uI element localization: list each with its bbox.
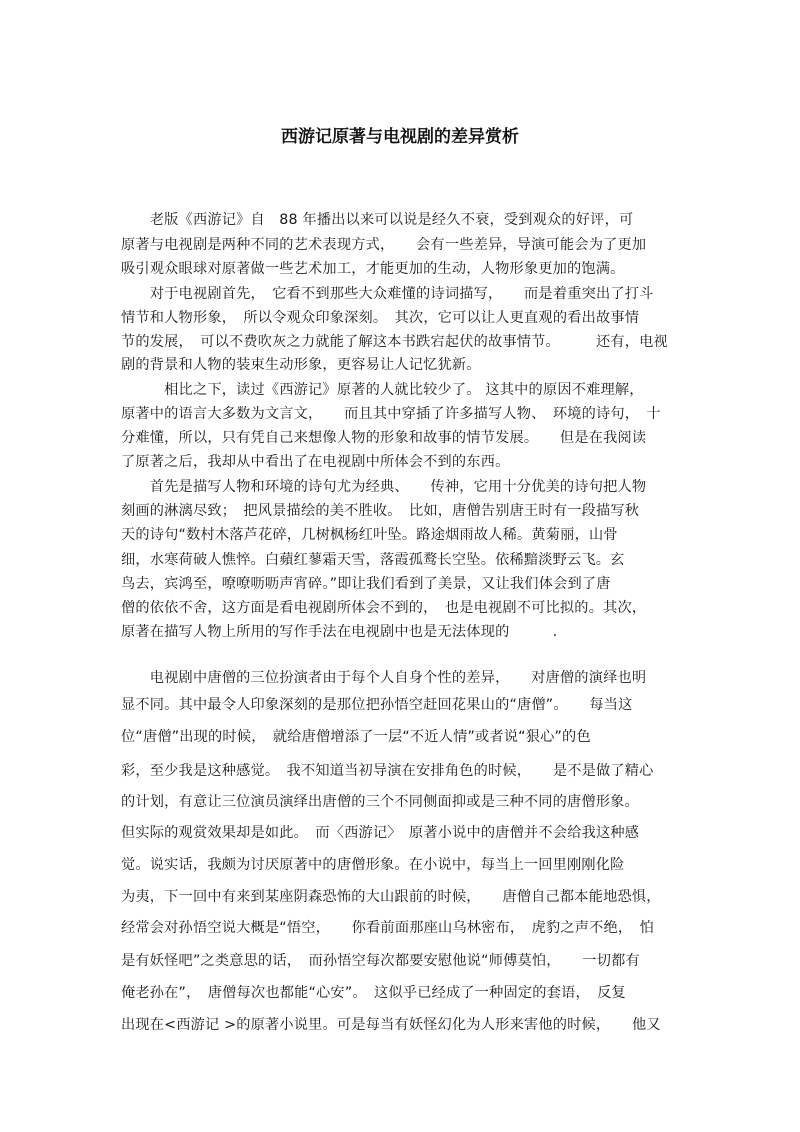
text-line: 老版《西游记》自 88 年播出以来可以说是经久不衰，受到观众的好评，可 [121, 212, 634, 228]
text-line: 剧的背景和人物的装束生动形象，更容易让人记忆犹新。 [121, 357, 481, 373]
text-line: 情节和人物形象， 所以令观众印象深刻。 其次，它可以让人更直观的看出故事情 [121, 310, 640, 326]
text-line: 为夷，下一回中有来到某座阴森恐怖的大山跟前的时候， 唐僧自己都本能地恐惧， [121, 889, 661, 905]
text-line: 原著与电视剧是两种不同的艺术表现方式， 会有一些差异，导演可能会为了更加 [121, 237, 647, 253]
text-line: 相比之下，读过《西游记》原著的人就比较少了。 这其中的原因不难理解， [121, 382, 644, 398]
text-line: 是有妖怪吧”之类意思的话， 而孙悟空每次都要安慰他说“师傅莫怕， 一切都有 [121, 953, 640, 969]
text-line: 原著中的语言大多数为文言文， 而且其中穿插了许多描写人物、 环境的诗句， 十 [121, 406, 661, 422]
text-line: 出现在<西游记 >的原著小说里。可是每当有妖怪幻化为人形来害他的时候， 他又 [121, 1017, 661, 1033]
text-line: 僧的依依不舍，这方面是看电视剧所体会不到的， 也是电视剧不可比拟的。其次， [121, 600, 647, 616]
text-line: 了原著之后，我却从中看出了在电视剧中所体会不到的东西。 [121, 454, 510, 470]
text-line: 细，水寒荷破人憔悴。白蘋红蓼霜天雪，落霞孤鹜长空坠。依稀黯淡野云飞。玄 [121, 552, 625, 568]
text-line: 刻画的淋漓尽致； 把风景描绘的美不胜收。 比如，唐僧告别唐王时有一段描写秋 [121, 503, 640, 519]
text-line: 吸引观众眼球对原著做一些艺术加工，才能更加的生动，人物形象更加的饱满。 [121, 261, 625, 277]
text-line: 天的诗句“数村木落芦花碎，几树枫杨红叶坠。路途烟雨故人稀。黄菊丽，山骨 [121, 527, 618, 543]
text-line: 电视剧中唐僧的三位扮演者由于每个人自身个性的差异， 对唐僧的演绎也明 [121, 670, 647, 686]
text-line: 但实际的观赏效果却是如此。 而〈西游记〉 原著小说中的唐僧并不会给我这种感 [121, 825, 640, 841]
text-line: 的计划，有意让三位演员演绎出唐僧的三个不同侧面抑或是三种不同的唐僧形象。 [121, 794, 639, 810]
text-line: 原著在描写人物上所用的写作手法在电视剧中也是无法体现的 . [121, 624, 558, 640]
text-line: 显不同。其中最令人印象深刻的是那位把孙悟空赶回花果山的“唐僧”。 每当这 [121, 697, 633, 713]
text-line: 鸟去，宾鸿至，嘹嘹呖呖声宵碎。”即让我们看到了美景，又让我们体会到了唐 [121, 576, 611, 592]
text-line: 经常会对孙悟空说大概是“悟空， 你看前面那座山乌林密布， 虎豹之声不绝， 怕 [121, 920, 654, 936]
text-line: 对于电视剧首先， 它看不到那些大众难懂的诗词描写， 而是着重突出了打斗 [121, 286, 654, 302]
text-line: 节的发展， 可以不费吹灰之力就能了解这本书跌宕起伏的故事情节。 还有，电视 [121, 334, 668, 350]
text-line: 彩，至少我是这种感觉。 我不知道当初导演在安排角色的时候， 是不是做了精心 [121, 763, 654, 779]
text-line: 首先是描写人物和环境的诗句尤为经典、 传神，它用十分优美的诗句把人物 [121, 479, 647, 495]
document-title: 西游记原著与电视剧的差异赏析 [281, 127, 519, 147]
text-line: 位“唐僧”出现的时候， 就给唐僧增添了一层“不近人情”或者说“狠心”的色 [121, 729, 591, 745]
text-line: 俺老孙在”， 唐僧每次也都能“心安”。 这似乎已经成了一种固定的套语， 反复 [121, 985, 626, 1001]
text-line: 觉。说实话，我颇为讨厌原著中的唐僧形象。在小说中，每当上一回里刚刚化险 [121, 857, 625, 873]
text-line: 分难懂，所以，只有凭自己来想像人物的形象和故事的情节发展。 但是在我阅读 [121, 430, 647, 446]
